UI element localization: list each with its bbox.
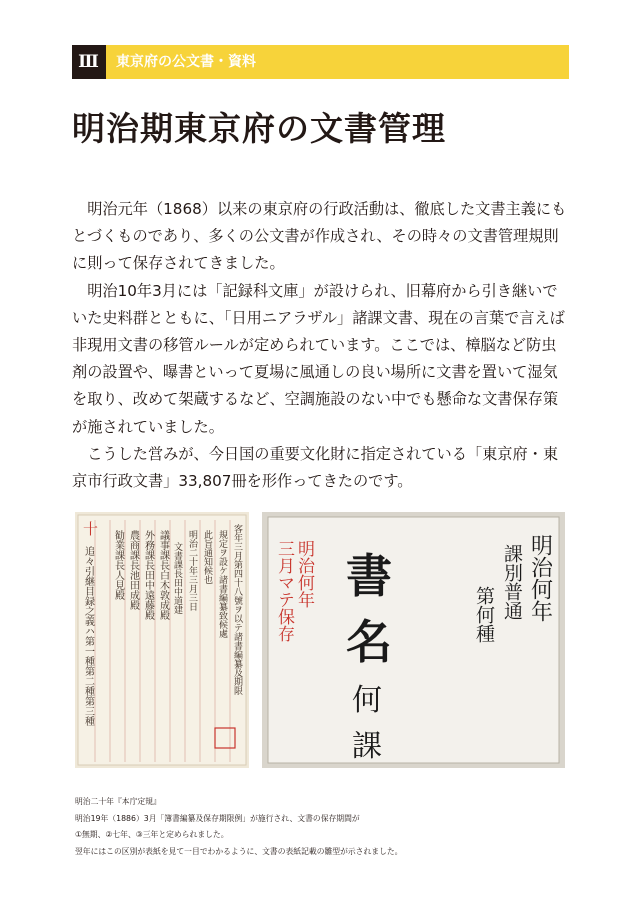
document-photo-left [75,512,249,768]
list-line-2: 外務課長田中遠藤殿 [142,530,154,620]
column-1: 客年三月第四十八號ヲ以テ諸書編纂及期限 [232,524,242,695]
section-label: 東京府の公文書・資料 [116,54,256,70]
right-column-1: 明治何年 [527,534,553,622]
caption-line-3: ①無期、②七年、③三年と定められました。 [75,830,229,840]
document-photo-right-drawing [262,512,565,768]
red-stamp-mark: 十 [83,520,99,538]
red-column-2: 三月マテ保存 [274,540,294,642]
paragraph-2: 明治10年3月には「記録科文庫」が設けられ、旧幕府から引き継いでいた史料群とともに、「日用ニアラザル」諸課文書、現在の言葉で言えば非現用文書の移管ルールが定められています。ここでは、樟脳など防虫剤の設置や、曝書といって夏場に風通しの良い場所に文書を置いて湿気を取り、改めて架蔵するなど、空調施設のない中でも懸命な文書保存策が施されていました。 [72,281,565,436]
big-char-1: 書 [346,549,392,603]
page-title: 明治期東京府の文書管理 [72,109,446,148]
paragraph-3: こうした営みが、今日国の重要文化財に指定されている「東京府・東京市行政文書」33,807冊を形作ってきたのです。 [72,444,558,491]
document-photo-left-drawing [75,512,249,768]
column-2: 規定ヲ設ケ諸書編纂致候處 [217,530,227,638]
list-line-4: 勧業課長人見殿 [112,530,124,600]
caption-line-4: 翌年にはこの区別が表紙を見て一目でわかるように、文書の表紙記載の雛型が示されました。 [75,846,403,856]
caption-line-1: 明治二十年『本庁定規』 [75,797,161,806]
sub-char-2: 課 [352,729,382,764]
column-7: 文書課長田中道建 [172,542,182,614]
sub-char-1: 何 [352,683,382,718]
section-number-badge: Ⅲ [72,45,106,79]
body-text [72,196,569,495]
list-line-1: 議事課長白木敦成殿 [157,530,169,620]
right-column-3: 第何種 [473,586,495,643]
red-column-1: 明治何年 [294,540,314,608]
photo-caption [75,794,569,860]
document-photo-right [262,512,565,768]
list-line-3: 農商課長池田成殿 [127,530,139,610]
big-char-2: 名 [346,615,392,669]
column-6: 明治二十年三月三日 [187,530,197,611]
left-heading-line: 追々引継目録之義ハ第一種第二種第三種 [82,546,94,726]
column-5: 此旨通知候也 [202,530,212,584]
caption-line-2: 明治19年（1886）3月「簿書編纂及保存期限例」が施行され、文書の保存期間が [75,813,360,823]
section-header-band [72,45,569,79]
paragraph-1: 明治元年（1868）以来の東京府の行政活動は、徹底した文書主義にもとづくものであり、多くの公文書が作成され、その時々の文書管理規則に則って保存されてきました。 [72,200,567,273]
right-column-2: 課別普通 [501,544,523,620]
